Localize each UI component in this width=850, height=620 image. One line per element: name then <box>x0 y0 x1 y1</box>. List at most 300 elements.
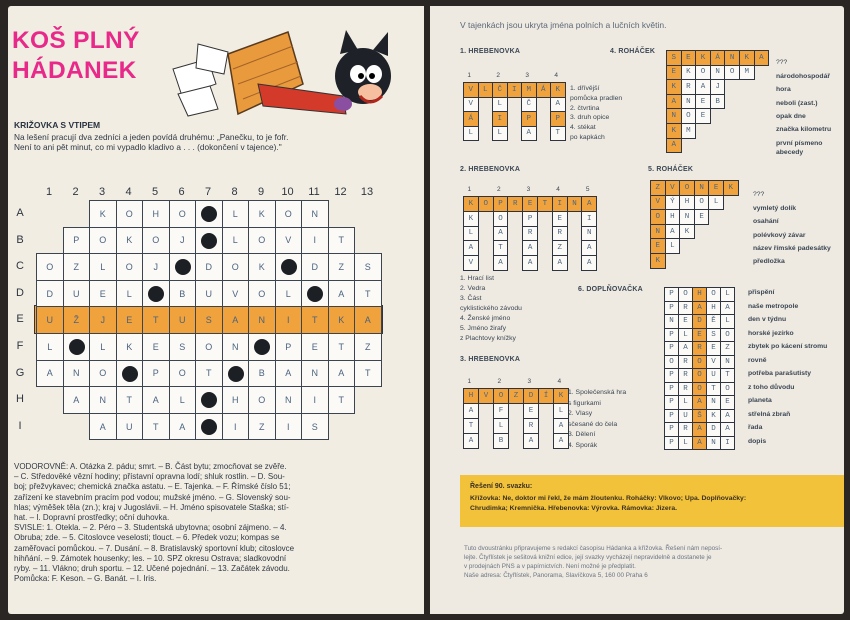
grid-cell: I <box>301 227 329 255</box>
dopl-cell: R <box>692 341 707 356</box>
page-header: V tajenkách jsou ukryta jména polních a lučních květin. <box>460 20 667 30</box>
dopl-cell: A <box>720 409 735 424</box>
column-cell: T <box>550 126 566 142</box>
grid-cell: N <box>275 386 303 414</box>
black-dot <box>228 366 244 382</box>
grid-cell: E <box>142 333 170 361</box>
grid-cell: S <box>169 333 197 361</box>
grid-cell: O <box>116 253 144 281</box>
dopl-cell: P <box>664 328 679 343</box>
row-letter: H <box>16 393 24 406</box>
grid-cell: H <box>222 386 250 414</box>
grid-cell: L <box>36 333 64 361</box>
rohacek-cell: B <box>710 94 726 110</box>
grid-cell: J <box>89 306 117 334</box>
column-cell: P <box>550 111 566 127</box>
dopl-cell: A <box>720 422 735 437</box>
solution-line-1: Křížovka: Ne, doktor mi řekl, že mám žloutenku. Roháčky: Vlkovo; Upa. Doplňovačky: <box>470 495 747 502</box>
dopl-cell: T <box>706 382 721 397</box>
column-cell: A <box>550 97 566 113</box>
grid-cell: I <box>275 413 303 441</box>
column-number: 8 <box>231 186 238 198</box>
top-cell: R <box>507 196 523 212</box>
rohacek-cell: E <box>681 50 697 66</box>
grid-cell: A <box>354 306 382 334</box>
column-number: 1 <box>467 72 471 79</box>
dopl-cell: N <box>664 314 679 329</box>
question-marks: ??? <box>753 191 765 198</box>
column-number: 2 <box>72 186 79 198</box>
rohacek-cell: A <box>666 94 682 110</box>
rohacek-cell: A <box>754 50 770 66</box>
grid-cell <box>195 227 223 255</box>
rohacek-cell: E <box>666 65 682 81</box>
grid-cell: N <box>248 306 276 334</box>
clue-line: osahání <box>753 218 779 226</box>
grid-cell: E <box>116 306 144 334</box>
black-dot <box>201 233 217 249</box>
column-cell: L <box>463 126 479 142</box>
column-cell: A <box>553 418 569 434</box>
clue-line: – C. Středověké vězní hodiny; přístavní opravna lodí; shluk rostlin. – D. Sou- <box>14 472 285 482</box>
grid-cell: Z <box>63 253 91 281</box>
grid-cell: U <box>169 306 197 334</box>
black-dot <box>201 419 217 435</box>
grid-cell: S <box>301 413 329 441</box>
grid-cell: O <box>169 200 197 228</box>
grid-cell: E <box>89 280 117 308</box>
clue-line: 4. stékat <box>570 124 596 132</box>
grid-cell: V <box>275 227 303 255</box>
dopl-cell: H <box>692 287 707 302</box>
grid-cell: J <box>169 227 197 255</box>
grid-cell: A <box>142 386 170 414</box>
column-cell: T <box>493 240 509 256</box>
clue-line: zaměřovací pomůckou. – 7. Dusání. – 8. Bratislavský sportovní klub; citoslovce <box>14 543 295 553</box>
rohacek-cell: K <box>723 180 739 196</box>
clue-line: 2. Vlasy <box>568 410 593 417</box>
column-number: 4 <box>554 72 558 79</box>
clue-line: planeta <box>748 397 772 404</box>
column-number: 11 <box>308 186 320 198</box>
clue-line: cyklistického závodu <box>460 305 522 312</box>
clue-line: národohospodář <box>776 73 830 80</box>
rohacek-cell: N <box>666 108 682 124</box>
grid-cell: L <box>89 333 117 361</box>
clue-line: hora <box>776 86 791 94</box>
clue-line: zařízení ke stavebním pracím pod vodou; mužské jméno. – G. Slovenský sou- <box>14 492 291 502</box>
grid-cell: K <box>116 227 144 255</box>
dopl-cell: O <box>692 382 707 397</box>
grid-cell: T <box>142 306 170 334</box>
dopl-cell: O <box>720 328 735 343</box>
grid-cell: V <box>222 280 250 308</box>
column-cell: L <box>463 226 479 242</box>
column-cell: A <box>463 433 479 449</box>
rohacek-cell: A <box>665 224 681 240</box>
grid-cell: O <box>142 227 170 255</box>
top-cell: P <box>493 196 509 212</box>
grid-cell: O <box>89 227 117 255</box>
rohacek-cell: K <box>695 50 711 66</box>
grid-cell: O <box>89 360 117 388</box>
column-cell: A <box>522 240 538 256</box>
dopl-cell: L <box>720 314 735 329</box>
top-cell: Í <box>538 388 554 404</box>
clue-line: zbytek po kácení stromu <box>748 343 828 350</box>
grid-cell: Ž <box>63 306 91 334</box>
grid-cell: U <box>63 280 91 308</box>
top-cell: Z <box>508 388 524 404</box>
grid-cell: T <box>142 413 170 441</box>
column-number: 4 <box>556 186 560 193</box>
grid-cell: N <box>63 360 91 388</box>
dopl-cell: O <box>692 355 707 370</box>
black-dot <box>148 286 164 302</box>
grid-cell <box>301 280 329 308</box>
clue-line: první písmeno abecedy <box>776 139 823 157</box>
dopl-cell: P <box>664 395 679 410</box>
dopl-cell: N <box>720 355 735 370</box>
grid-cell: D <box>301 253 329 281</box>
column-cell: R <box>523 418 539 434</box>
clue-line: 3. Dělení <box>568 431 596 438</box>
clue-line: ryby. – 11. Vláknо; druh sportu. – 12. Učené pojednání. – 13. Začátek závodu. <box>14 564 290 574</box>
dopl-cell: O <box>664 355 679 370</box>
rohacek-cell: N <box>679 209 695 225</box>
clue-line: potřeba parašutisty <box>748 370 812 377</box>
top-cell: L <box>478 82 494 98</box>
dopl-cell: K <box>706 409 721 424</box>
column-cell: A <box>523 433 539 449</box>
grid-cell: T <box>354 280 382 308</box>
rohacek-cell: O <box>681 108 697 124</box>
grid-cell: B <box>169 280 197 308</box>
grid-cell: A <box>328 280 356 308</box>
rohacek-cell: S <box>666 50 682 66</box>
grid-cell: P <box>63 227 91 255</box>
column-cell: V <box>463 97 479 113</box>
clue-line: předložka <box>753 258 785 266</box>
column-cell: A <box>522 255 538 271</box>
grid-cell: U <box>195 280 223 308</box>
grid-cell: L <box>222 227 250 255</box>
clue-line: 1. Hrací list <box>460 275 494 282</box>
grid-cell: K <box>116 333 144 361</box>
grid-cell: U <box>116 413 144 441</box>
rohacek-cell: O <box>724 65 740 81</box>
rohacek-cell: M <box>739 65 755 81</box>
top-cell: I <box>552 196 568 212</box>
dopl-cell: D <box>692 314 707 329</box>
rohacek-cell: V <box>665 180 681 196</box>
rohacek-cell: K <box>739 50 755 66</box>
clue-line: rovně <box>748 356 767 364</box>
black-dot <box>122 366 138 382</box>
rohacek-cell: K <box>681 65 697 81</box>
rohacek-cell: K <box>650 253 666 269</box>
column-cell: P <box>522 211 538 227</box>
top-cell: K <box>463 196 479 212</box>
right-page <box>430 6 844 614</box>
column-number: 4 <box>125 186 132 198</box>
clue-line: polévkový závar <box>753 231 806 239</box>
rohacek-cell: E <box>695 108 711 124</box>
top-cell: V <box>463 82 479 98</box>
grid-cell: T <box>116 386 144 414</box>
clue-line: pomůcka pradlen <box>570 94 623 102</box>
clue-line: horské jezírko <box>748 329 794 337</box>
grid-cell: K <box>89 200 117 228</box>
grid-cell: A <box>222 306 250 334</box>
top-cell: Č <box>492 82 508 98</box>
dopl-cell: E <box>720 395 735 410</box>
column-cell: A <box>553 433 569 449</box>
rohacek5-title: 5. ROHÁČEK <box>648 166 694 173</box>
grid-cell <box>248 333 276 361</box>
dopl-cell: Ě <box>706 314 721 329</box>
dopl-cell: Š <box>692 409 707 424</box>
grid-cell: O <box>116 200 144 228</box>
clue-line: VODOROVNĚ: A. Otázka 2. pádu; smrt. – B. Část bytu; zmocňovat se zvěře. <box>14 462 287 471</box>
column-number: 1 <box>467 186 472 193</box>
grid-cell: T <box>195 360 223 388</box>
black-dot <box>307 286 323 302</box>
rohacek-cell: H <box>665 209 681 225</box>
row-letter: E <box>16 313 24 326</box>
grid-cell: T <box>328 227 356 255</box>
rohacek-cell: O <box>679 180 695 196</box>
rohacek-cell: N <box>694 180 710 196</box>
dopl-cell: P <box>664 368 679 383</box>
clue-line: opak dne <box>776 112 806 120</box>
column-cell: A <box>552 255 568 271</box>
cat-basket-illustration <box>168 24 408 124</box>
grid-cell: T <box>301 306 329 334</box>
clue-line: 2. čtvrtina <box>570 104 600 112</box>
dopl6-title: 6. DOPLŇOVAČKA <box>578 286 643 293</box>
grid-cell: O <box>248 227 276 255</box>
top-cell: K <box>553 388 569 404</box>
grid-cell: K <box>248 200 276 228</box>
clue-line: SVISLE: 1. Otekla. – 2. Péro – 3. Studentská ubytovna; osobní zájmeno. – 4. <box>14 523 287 533</box>
rohacek-cell: E <box>694 209 710 225</box>
column-cell: A <box>493 226 509 242</box>
dopl-cell: D <box>706 422 721 437</box>
grid-cell: A <box>328 360 356 388</box>
rohacek-cell: H <box>679 195 695 211</box>
grid-cell: P <box>142 360 170 388</box>
column-cell: N <box>581 226 597 242</box>
grid-cell: H <box>142 200 170 228</box>
grid-cell: J <box>142 253 170 281</box>
black-dot <box>201 392 217 408</box>
black-dot <box>175 259 191 275</box>
dopl-cell: L <box>720 287 735 302</box>
grid-cell <box>195 386 223 414</box>
grid-cell: K <box>248 253 276 281</box>
clue-line: přispění <box>748 289 775 296</box>
title-line-2: HÁDANEK <box>12 57 137 84</box>
column-cell: Á <box>463 111 479 127</box>
column-cell: A <box>581 240 597 256</box>
clue-line: 5. Jméno žirafy <box>460 325 507 332</box>
rohacek-cell: N <box>724 50 740 66</box>
dopl-cell: T <box>720 368 735 383</box>
grid-cell <box>275 253 303 281</box>
grid-cell: T <box>328 333 356 361</box>
column-cell: A <box>581 255 597 271</box>
dopl-cell: O <box>706 287 721 302</box>
dopl-cell: E <box>678 314 693 329</box>
grid-cell: N <box>89 386 117 414</box>
column-number: 3 <box>526 186 531 193</box>
clue-line: po kapkách <box>570 134 605 141</box>
grid-cell: S <box>195 306 223 334</box>
clue-line: střelná zbraň <box>748 410 791 418</box>
rohacek-cell: R <box>681 79 697 95</box>
dopl-cell: P <box>664 287 679 302</box>
grid-cell: I <box>301 386 329 414</box>
column-cell: O <box>493 211 509 227</box>
footer-line: Naše adresa: Čtyřlístek, Panorama, Slavíčkova 5, 160 00 Praha 6 <box>464 572 648 579</box>
grid-cell: A <box>63 386 91 414</box>
column-cell: B <box>493 433 509 449</box>
column-cell: L <box>553 403 569 419</box>
row-letter: I <box>18 419 22 432</box>
rohacek-cell: K <box>666 123 682 139</box>
column-cell: R <box>552 226 568 242</box>
grid-cell: O <box>248 386 276 414</box>
column-number: 4 <box>557 378 562 385</box>
hreb1-title: 1. HREBENOVKA <box>460 48 521 55</box>
clue-line: hlas; výměšek těla (zn.); kraj v Jugoslávii. – H. Jméno spisovatele Staška; stí- <box>14 502 289 512</box>
row-letter: A <box>16 207 24 219</box>
rohacek-cell: E <box>708 180 724 196</box>
clue-line: 1. dřívější <box>570 85 600 92</box>
clue-line: dopis <box>748 437 767 445</box>
dopl-cell: L <box>678 436 693 451</box>
clue-line: s figurkami <box>568 399 601 407</box>
rohacek-cell: Á <box>710 50 726 66</box>
top-cell: H <box>463 388 479 404</box>
column-number: 1 <box>45 186 53 198</box>
top-cell: N <box>567 196 583 212</box>
rohacek-cell: O <box>650 209 666 225</box>
column-cell: A <box>463 240 479 256</box>
clue-line: hihňání. – 9. Zámotek housenky; les. – 10. SPZ okresu Ostrava; sladkovodní <box>14 553 287 563</box>
grid-cell: O <box>36 253 64 281</box>
grid-cell <box>63 333 91 361</box>
dopl-cell: Z <box>720 341 735 356</box>
clue-line: 2. Vedra <box>460 285 486 292</box>
black-dot <box>254 339 270 355</box>
dopl-cell: U <box>706 368 721 383</box>
dopl-cell: A <box>692 301 707 316</box>
column-cell: A <box>521 126 537 142</box>
dopl-cell: E <box>692 328 707 343</box>
column-cell: L <box>493 418 509 434</box>
grid-cell <box>195 413 223 441</box>
dopl-cell: S <box>706 328 721 343</box>
column-cell: L <box>492 126 508 142</box>
dopl-cell: A <box>692 422 707 437</box>
top-cell: A <box>581 196 597 212</box>
dopl-cell: N <box>706 436 721 451</box>
grid-cell: A <box>275 360 303 388</box>
column-number: 13 <box>360 186 374 198</box>
clue-line: sčesané do čela <box>568 420 618 428</box>
column-number: 12 <box>334 186 347 198</box>
top-cell: D <box>523 388 539 404</box>
dopl-cell: R <box>678 301 693 316</box>
previous-solution-box <box>460 475 844 527</box>
grid-cell <box>169 253 197 281</box>
dopl-cell: L <box>678 395 693 410</box>
clue-line: 4. Ženské jméno <box>460 315 511 322</box>
column-cell: F <box>493 403 509 419</box>
column-cell: K <box>463 211 479 227</box>
column-cell: V <box>463 255 479 271</box>
dopl-cell: I <box>720 436 735 451</box>
hreb2-title: 2. HREBENOVKA <box>460 166 521 173</box>
grid-cell: S <box>354 253 382 281</box>
dopl-cell: E <box>706 341 721 356</box>
grid-cell <box>195 200 223 228</box>
rohacek-cell: K <box>666 79 682 95</box>
column-cell: E <box>523 403 539 419</box>
dopl-cell: O <box>720 382 735 397</box>
clue-line: název římské padesátky <box>753 244 831 252</box>
column-cell: Č <box>521 97 537 113</box>
row-letter: F <box>16 340 24 352</box>
dopl-cell: P <box>664 436 679 451</box>
top-cell: V <box>478 388 494 404</box>
dopl-cell: R <box>678 422 693 437</box>
grid-cell: U <box>36 306 64 334</box>
column-number: 3 <box>527 378 532 385</box>
column-cell: A <box>493 255 509 271</box>
clue-line: Obruba; zde. – 5. Citoslovce veselosti; tlouct. – 6. Předek vozu; kompas se <box>14 533 280 543</box>
paper-sheet-icon <box>173 44 228 116</box>
grid-cell: T <box>328 386 356 414</box>
clue-line: 3. Část <box>460 295 482 302</box>
top-cell: M <box>521 82 537 98</box>
grid-cell: D <box>36 280 64 308</box>
horizontal-clues <box>14 462 294 584</box>
row-letter: B <box>16 233 24 246</box>
dopl-cell: O <box>692 368 707 383</box>
rohacek-cell: K <box>679 224 695 240</box>
solution-title: Řešení 90. svazku: <box>470 483 533 490</box>
column-number: 3 <box>525 72 529 79</box>
grid-cell: L <box>169 386 197 414</box>
grid-cell: A <box>89 413 117 441</box>
rohacek4-title: 4. ROHÁČEK <box>610 48 656 55</box>
grid-cell: L <box>275 280 303 308</box>
dopl-cell: P <box>664 341 679 356</box>
dopl-cell: P <box>664 301 679 316</box>
rohacek-cell: N <box>650 224 666 240</box>
dopl-cell: A <box>692 436 707 451</box>
clue-line: hat. – I. Dopravní prostředky; oční duhovka. <box>14 513 170 523</box>
grid-cell: P <box>275 333 303 361</box>
column-number: 9 <box>257 186 265 198</box>
column-cell: R <box>522 226 538 242</box>
intro-line-2: Není to ani pět minut, co mi vypadlo kladivo a . . . (dokončení v tajence)." <box>14 142 282 152</box>
column-number: 5 <box>151 186 159 198</box>
column-cell: T <box>463 418 479 434</box>
